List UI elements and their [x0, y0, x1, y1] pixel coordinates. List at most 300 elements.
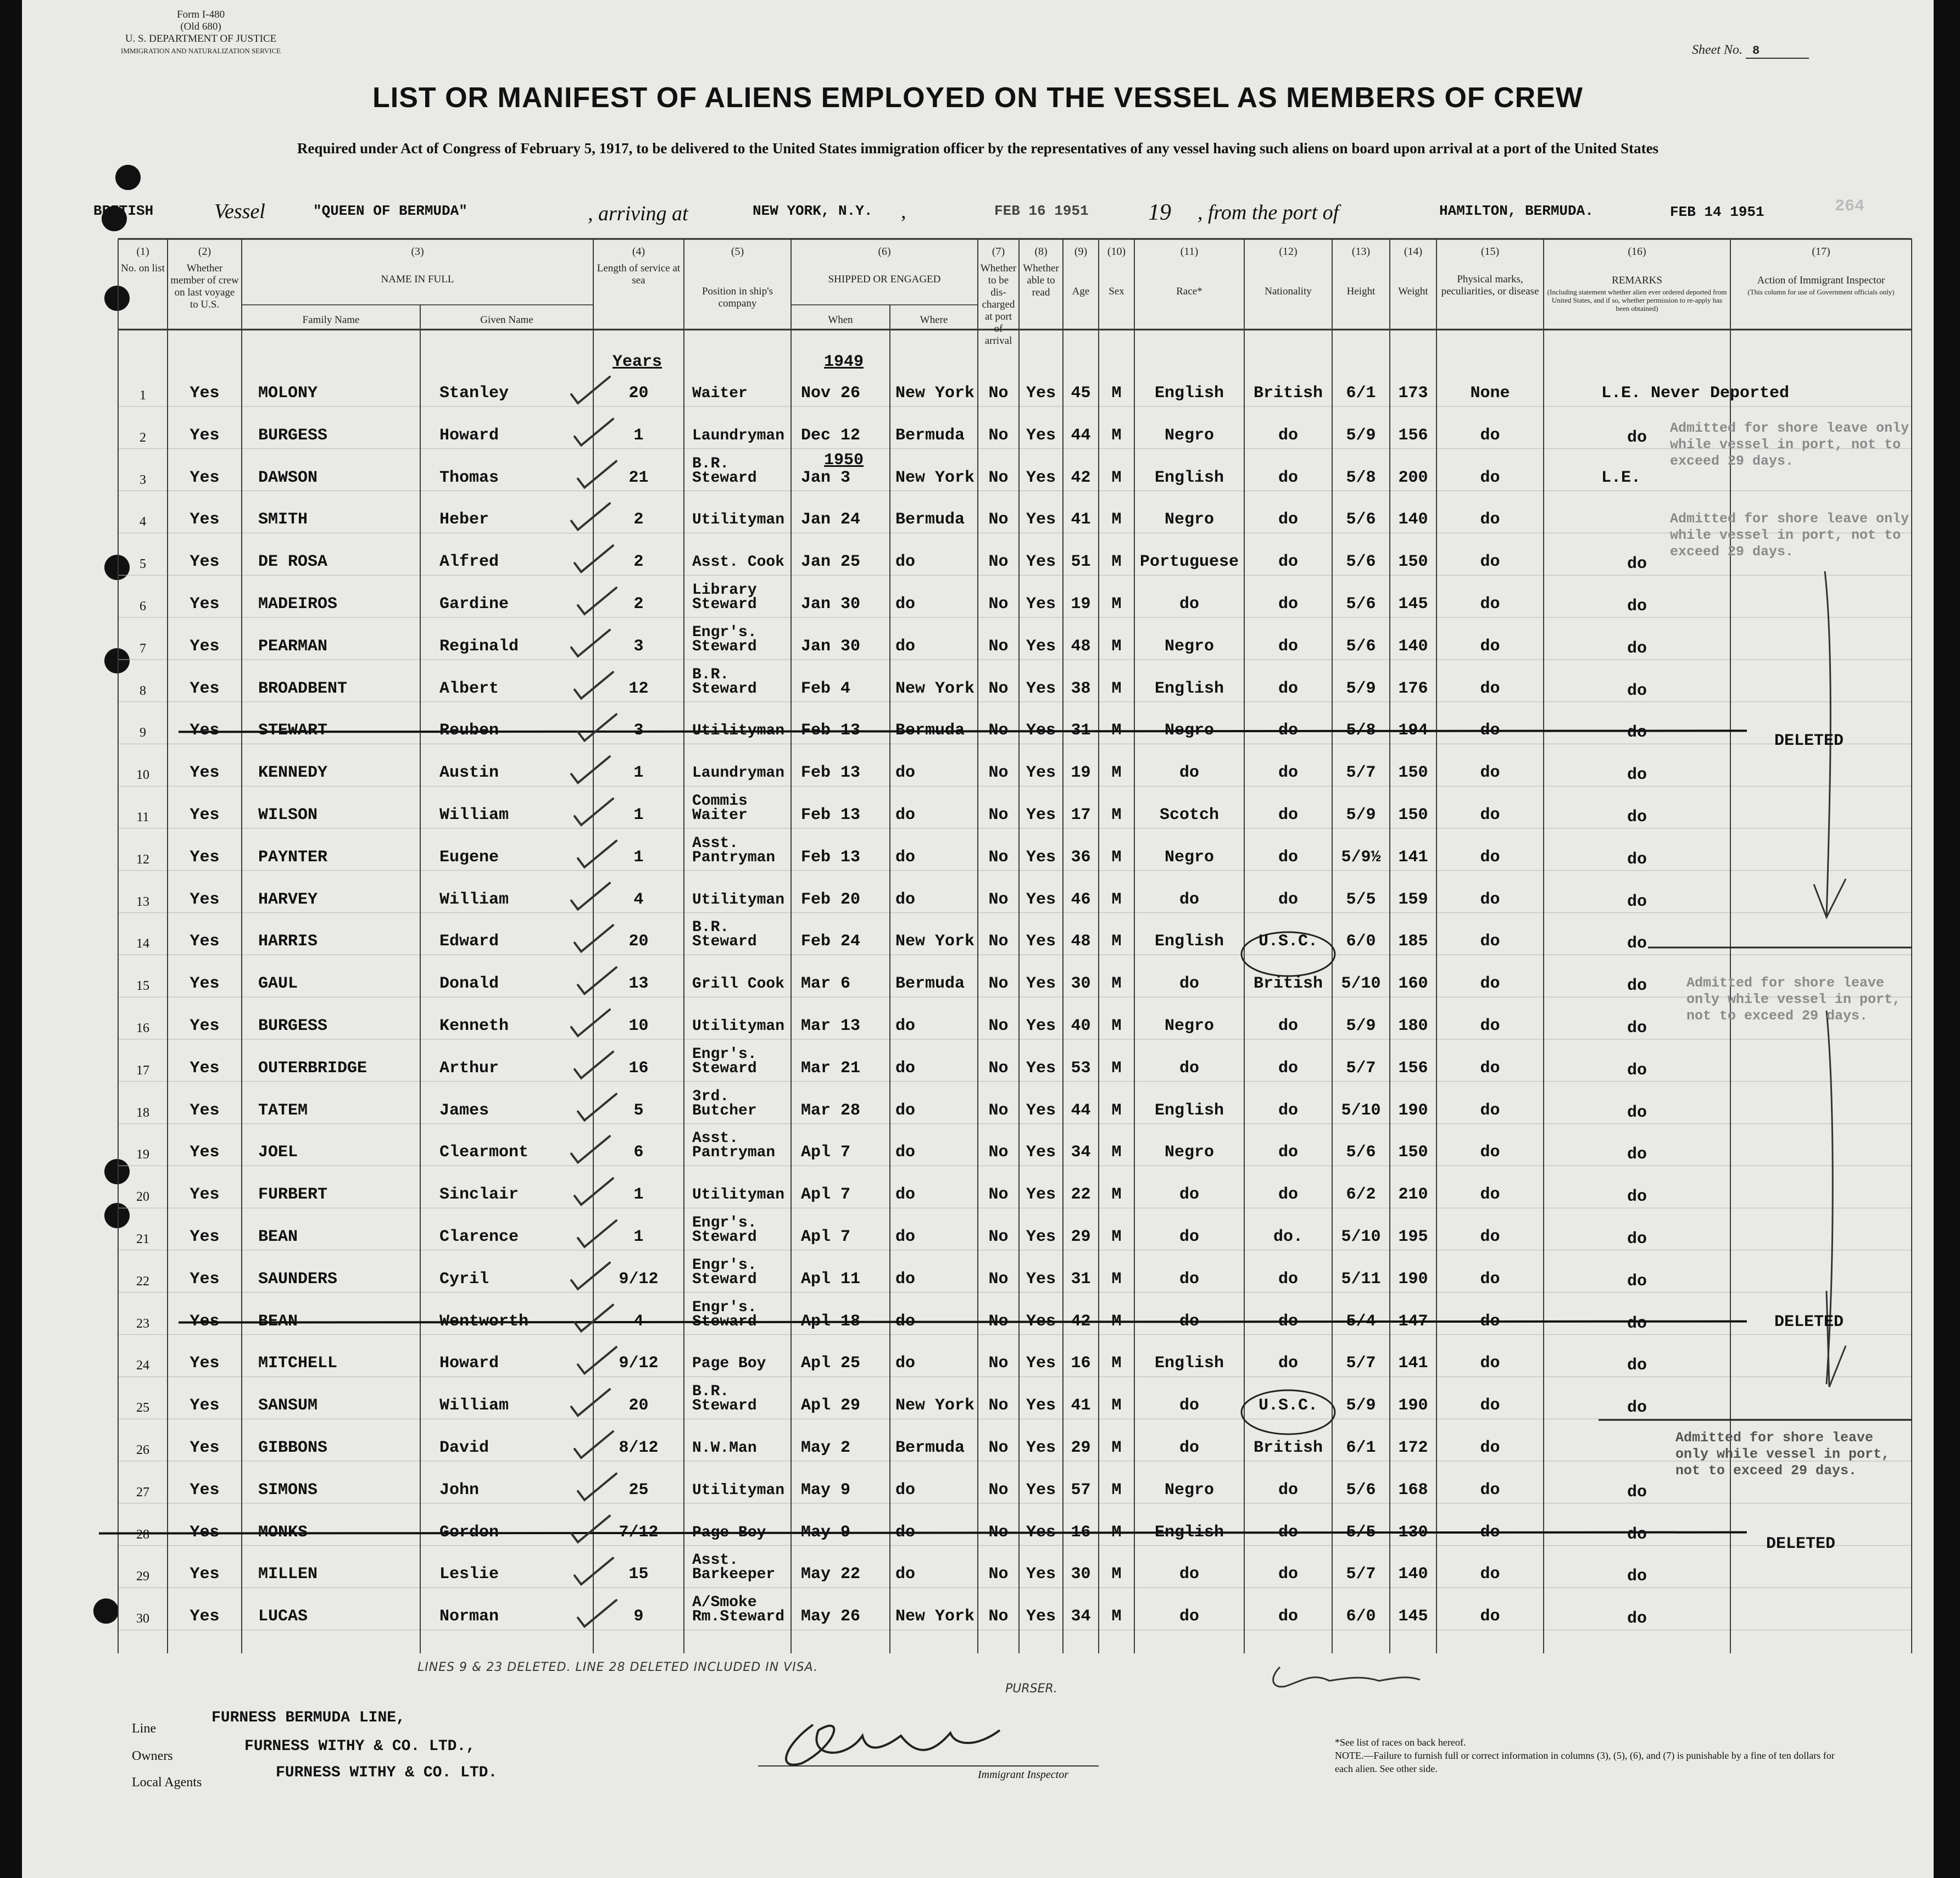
cell-service: 12	[628, 679, 649, 698]
cell-sex: M	[1111, 1439, 1122, 1457]
cell-marks: do	[1480, 1607, 1500, 1626]
purser-label: PURSER.	[1005, 1682, 1057, 1696]
form-old-number: (Old 680)	[180, 21, 221, 32]
column-number-c10: (10)	[1107, 246, 1126, 258]
cell-family: HARVEY	[258, 890, 318, 909]
cell-marks: do	[1480, 1439, 1500, 1457]
cell-when: Apl 7	[801, 1185, 851, 1205]
column-number-c15: (15)	[1480, 246, 1500, 258]
year-1950: 1950	[824, 450, 864, 470]
cell-position: Utilityman	[692, 511, 785, 529]
cell-age: 45	[1071, 384, 1091, 403]
vessel-label: Vessel	[214, 200, 265, 223]
cell-remarks: do	[1627, 1609, 1647, 1629]
cell-when: Dec 12	[801, 426, 861, 445]
cell-marks: do	[1480, 679, 1500, 698]
cell-remarks: do	[1627, 1398, 1647, 1418]
cell-sex: M	[1111, 510, 1122, 530]
cell-sex: M	[1111, 890, 1122, 909]
column-number-c11: (11)	[1180, 246, 1199, 258]
cell-service: 13	[628, 974, 649, 994]
cell-sex: M	[1111, 1312, 1122, 1331]
cell-service: 10	[628, 1017, 649, 1035]
cell-crew: Yes	[190, 1565, 220, 1584]
cell-nat: do	[1278, 637, 1298, 656]
cell-family: DAWSON	[258, 468, 318, 487]
cell-service: 9/12	[619, 1354, 659, 1373]
cell-disch: No	[988, 595, 1009, 614]
cell-crew: Yes	[190, 1354, 220, 1373]
cell-remarks: L.E. Never Deported	[1601, 384, 1790, 403]
row-number: 5	[140, 557, 146, 572]
cell-age: 38	[1071, 679, 1091, 698]
row-number: 26	[136, 1443, 149, 1457]
cell-when: Feb 13	[801, 806, 861, 824]
cell-family: BEAN	[258, 1312, 298, 1331]
cell-crew: Yes	[190, 637, 220, 656]
row-number: 24	[136, 1358, 149, 1373]
deleted-label-row23: DELETED	[1774, 1313, 1844, 1331]
cell-service: 20	[628, 1396, 649, 1416]
cell-race: English	[1154, 384, 1224, 403]
cell-read: Yes	[1026, 553, 1056, 572]
cell-where: New York	[895, 1396, 975, 1416]
cell-remarks: do	[1627, 597, 1647, 616]
column-number-c16: (16)	[1628, 246, 1646, 258]
cell-when: May 2	[801, 1439, 851, 1457]
cell-read: Yes	[1026, 1396, 1056, 1416]
cell-age: 48	[1071, 932, 1091, 951]
column-number-c1: (1)	[136, 246, 149, 258]
cell-family: TATEM	[258, 1101, 308, 1120]
cell-position: Steward	[692, 1229, 757, 1246]
cell-where: Bermuda	[895, 426, 965, 445]
cell-disch: No	[988, 1058, 1009, 1078]
cell-service: 9/12	[619, 1269, 659, 1289]
column-header-c8: Whether able to read	[1023, 263, 1059, 298]
cell-sex: M	[1111, 932, 1122, 951]
cell-sex: M	[1111, 1354, 1122, 1373]
cell-race: do	[1179, 1058, 1199, 1078]
cell-sex: M	[1111, 384, 1122, 403]
cell-race: do	[1179, 1396, 1199, 1416]
cell-age: 57	[1071, 1480, 1091, 1500]
cell-nat: U.S.C.	[1258, 932, 1318, 951]
cell-height: 5/6	[1346, 595, 1376, 614]
row-number: 10	[136, 768, 149, 783]
cell-weight: 156	[1398, 426, 1428, 445]
cell-race: English	[1154, 932, 1224, 951]
row-number: 29	[136, 1569, 149, 1584]
row-number: 13	[136, 894, 149, 909]
cell-given: Arthur	[439, 1058, 499, 1078]
row-number: 30	[136, 1612, 149, 1626]
cell-family: MOLONY	[258, 384, 318, 403]
cell-remarks: do	[1627, 555, 1647, 574]
cell-race: do	[1179, 1228, 1199, 1246]
cell-weight: 147	[1398, 1312, 1428, 1331]
cell-nat: U.S.C.	[1258, 1396, 1318, 1416]
cell-weight: 140	[1398, 637, 1428, 656]
cell-weight: 130	[1398, 1523, 1428, 1542]
cell-sex: M	[1111, 468, 1122, 487]
column-header-c4: Length of service at sea	[597, 263, 681, 286]
column-number-c9: (9)	[1074, 246, 1088, 258]
purser-signature	[1273, 1667, 1420, 1687]
cell-nat: do	[1278, 1480, 1298, 1500]
cell-sex: M	[1111, 848, 1122, 867]
cell-family: SAUNDERS	[258, 1269, 338, 1289]
cell-disch: No	[988, 468, 1009, 487]
cell-position-line1: Engr's.	[692, 1214, 757, 1231]
cell-service: 1	[633, 426, 644, 445]
cell-crew: Yes	[190, 764, 220, 783]
cell-marks: do	[1480, 595, 1500, 614]
cell-nat: do.	[1273, 1228, 1303, 1246]
cell-position: Steward	[692, 1060, 757, 1077]
cell-when: Feb 13	[801, 764, 861, 783]
cell-service: 5	[633, 1101, 644, 1120]
where-header: Where	[920, 314, 948, 326]
cell-family: MILLEN	[258, 1565, 318, 1584]
cell-when: May 9	[801, 1523, 851, 1542]
cell-weight: 190	[1398, 1101, 1428, 1120]
cell-sex: M	[1111, 1101, 1122, 1120]
cell-where: do	[895, 890, 916, 909]
cell-position-line1: B.R.	[692, 919, 730, 937]
cell-crew: Yes	[190, 1143, 220, 1162]
cell-when: Mar 21	[801, 1058, 861, 1078]
cell-position: Steward	[692, 469, 757, 487]
cell-disch: No	[988, 637, 1009, 656]
cell-height: 5/9	[1346, 426, 1376, 445]
cell-height: 5/9	[1346, 1017, 1376, 1035]
cell-disch: No	[988, 1439, 1009, 1457]
cell-service: 20	[628, 384, 649, 403]
when-header: When	[828, 314, 853, 326]
cell-race: do	[1179, 890, 1199, 909]
cell-given: John	[439, 1480, 480, 1500]
column-number-c12: (12)	[1279, 246, 1298, 258]
cell-position: Steward	[692, 933, 757, 951]
cell-given: Howard	[439, 426, 499, 445]
cell-position-line1: Asst.	[692, 834, 739, 852]
cell-marks: do	[1480, 932, 1500, 951]
cell-remarks: do	[1627, 850, 1647, 869]
cell-race: do	[1179, 1269, 1199, 1289]
form-number: Form I-480	[177, 9, 225, 20]
cell-race: English	[1154, 1101, 1224, 1120]
vessel-flag: BRITISH	[93, 203, 154, 219]
cell-age: 48	[1071, 637, 1091, 656]
cell-remarks: do	[1627, 1019, 1647, 1038]
cell-given: Gordon	[439, 1523, 499, 1542]
cell-race: English	[1154, 1523, 1224, 1542]
department: U. S. DEPARTMENT OF JUSTICE	[125, 33, 277, 44]
cell-weight: 190	[1398, 1396, 1428, 1416]
cell-given: Norman	[439, 1607, 499, 1626]
cell-weight: 185	[1398, 932, 1428, 951]
cell-service: 6	[633, 1143, 644, 1162]
cell-remarks: do	[1627, 977, 1647, 996]
cell-weight: 180	[1398, 1017, 1428, 1035]
cell-weight: 140	[1398, 1565, 1428, 1584]
row-number: 11	[136, 810, 149, 824]
cell-age: 51	[1071, 553, 1091, 572]
cell-disch: No	[988, 1565, 1009, 1584]
column-header-c14: Weight	[1398, 286, 1428, 297]
line-value: FURNESS BERMUDA LINE,	[211, 1709, 405, 1726]
cell-disch: No	[988, 1480, 1009, 1500]
row-number: 7	[140, 641, 146, 656]
cell-nat: do	[1278, 553, 1298, 572]
cell-height: 5/7	[1346, 1058, 1376, 1078]
cell-given: Albert	[439, 679, 499, 698]
column-header-c13: Height	[1346, 286, 1376, 297]
cell-sex: M	[1111, 1607, 1122, 1626]
cell-when: Apl 25	[801, 1354, 861, 1373]
cell-given: Heber	[439, 510, 489, 530]
cell-read: Yes	[1026, 1439, 1056, 1457]
cell-height: 5/7	[1346, 764, 1376, 783]
cell-position: Pantryman	[692, 1144, 776, 1162]
row-number: 20	[136, 1190, 149, 1205]
given-name-header: Given Name	[480, 314, 533, 326]
cell-crew: Yes	[190, 468, 220, 487]
cell-age: 40	[1071, 1017, 1091, 1035]
cell-age: 19	[1071, 595, 1091, 614]
cell-crew: Yes	[190, 595, 220, 614]
cell-remarks: do	[1627, 892, 1647, 911]
cell-service: 7/12	[619, 1523, 659, 1542]
cell-given: Stanley	[439, 384, 509, 403]
cell-age: 41	[1071, 510, 1091, 530]
cell-position: Utilityman	[692, 1186, 785, 1204]
cell-age: 42	[1071, 1312, 1091, 1331]
arriving-label: , arriving at	[588, 202, 688, 225]
cell-marks: do	[1480, 974, 1500, 994]
cell-weight: 159	[1398, 890, 1428, 909]
cell-nat: do	[1278, 595, 1298, 614]
cell-where: Bermuda	[895, 721, 965, 740]
cell-weight: 172	[1398, 1439, 1428, 1457]
cell-marks: do	[1480, 1523, 1500, 1542]
cell-marks: do	[1480, 1143, 1500, 1162]
arrival-date-stamp: FEB 16 1951	[994, 203, 1089, 219]
cell-height: 6/1	[1346, 384, 1376, 403]
column-number-c17: (17)	[1812, 246, 1830, 258]
cell-when: Feb 20	[801, 890, 861, 909]
footnotes	[1335, 1736, 1840, 1775]
cell-given: Edward	[439, 932, 499, 951]
cell-nat: do	[1278, 1058, 1298, 1078]
column-header-c15: Physical marks, peculiarities, or disease	[1441, 274, 1539, 297]
cell-read: Yes	[1026, 384, 1056, 403]
agents-label: Local Agents	[132, 1775, 202, 1790]
cell-disch: No	[988, 932, 1009, 951]
cell-service: 4	[633, 1312, 644, 1331]
column-subheader-c16: (Including statement whether alien ever ordered deported from United States, and if so, whether permission to re-apply has been obtained)	[1547, 288, 1727, 313]
cell-remarks: do	[1627, 1525, 1647, 1544]
cell-given: James	[439, 1101, 489, 1120]
cell-family: SMITH	[258, 510, 308, 530]
cell-when: Jan 24	[801, 510, 861, 530]
cell-position-line1: Engr's.	[692, 1256, 757, 1274]
cell-marks: do	[1480, 1228, 1500, 1246]
cell-sex: M	[1111, 1143, 1122, 1162]
cell-height: 5/6	[1346, 1480, 1376, 1500]
cell-position: Pantryman	[692, 849, 776, 866]
cell-weight: 145	[1398, 595, 1428, 614]
cell-family: OUTERBRIDGE	[258, 1058, 368, 1078]
cell-age: 44	[1071, 1101, 1091, 1120]
cell-disch: No	[988, 510, 1009, 530]
cell-when: Jan 30	[801, 637, 861, 656]
cell-position-line1: Asst.	[692, 1552, 739, 1569]
cell-remarks: do	[1627, 1145, 1647, 1164]
row-number: 4	[140, 515, 146, 530]
cell-age: 42	[1071, 468, 1091, 487]
shore-leave-stamp-2: Admitted for shore leave only while vessel in port, not to exceed 29 days.	[1670, 511, 1909, 560]
cell-height: 5/9	[1346, 806, 1376, 824]
cell-position-line1: B.R.	[692, 1383, 730, 1401]
cell-remarks: do	[1627, 639, 1647, 658]
shore-leave-stamp-4: Admitted for shore leave only while vessel in port, not to exceed 29 days.	[1675, 1430, 1890, 1479]
cell-position-line1: Commis	[692, 793, 748, 810]
cell-where: Bermuda	[895, 510, 965, 530]
cell-position: Waiter	[692, 807, 748, 824]
cell-given: William	[439, 890, 509, 909]
column-number-c6: (6)	[878, 246, 891, 258]
cell-position: Laundryman	[692, 427, 785, 444]
penalty-note: NOTE.—Failure to furnish full or correct information in columns (3), (5), (6), and (7) is punishable by a fine of ten dollars for each alien. See other side.	[1335, 1750, 1835, 1774]
cell-height: 5/9	[1346, 1396, 1376, 1416]
cell-when: Jan 3	[801, 468, 851, 487]
cell-where: do	[895, 1228, 916, 1246]
cell-service: 20	[628, 932, 649, 951]
cell-service: 9	[633, 1607, 644, 1626]
page-subtitle: Required under Act of Congress of February 5, 1917, to be delivered to the United States immigration officer by the representatives of any vessel having such aliens on board upon arrival at a port of the United States	[297, 140, 1659, 157]
cell-given: Reuben	[439, 721, 499, 740]
cell-race: Negro	[1164, 1143, 1214, 1162]
year-1949: 1949	[824, 353, 864, 371]
cell-disch: No	[988, 1523, 1009, 1542]
cell-read: Yes	[1026, 1354, 1056, 1373]
cell-nat: do	[1278, 510, 1298, 530]
cell-where: do	[895, 1101, 916, 1120]
column-header-c11: Race*	[1176, 286, 1202, 297]
cell-when: Apl 29	[801, 1396, 861, 1416]
cell-age: 29	[1071, 1228, 1091, 1246]
cell-given: Clarence	[439, 1228, 519, 1246]
cell-sex: M	[1111, 721, 1122, 740]
cell-nat: do	[1278, 1523, 1298, 1542]
cell-height: 5/5	[1346, 1523, 1376, 1542]
cell-age: 34	[1071, 1607, 1091, 1626]
cell-service: 21	[628, 468, 649, 487]
cell-disch: No	[988, 764, 1009, 783]
cell-race: do	[1179, 1607, 1199, 1626]
cell-crew: Yes	[190, 806, 220, 824]
cell-sex: M	[1111, 595, 1122, 614]
cell-service: 1	[633, 764, 644, 783]
cell-read: Yes	[1026, 764, 1056, 783]
cell-sex: M	[1111, 1017, 1122, 1035]
cell-sex: M	[1111, 553, 1122, 572]
cell-sex: M	[1111, 637, 1122, 656]
cell-position: Steward	[692, 596, 757, 613]
cell-position-line1: A/Smoke	[692, 1594, 757, 1612]
deleted-label-row9: DELETED	[1774, 732, 1844, 750]
cell-disch: No	[988, 1354, 1009, 1373]
from-port: HAMILTON, BERMUDA.	[1439, 203, 1594, 219]
cell-where: do	[895, 1565, 916, 1584]
row-number: 22	[136, 1274, 149, 1289]
cell-weight: 173	[1398, 384, 1428, 403]
cell-read: Yes	[1026, 1101, 1056, 1120]
cell-when: Feb 4	[801, 679, 851, 698]
cell-nat: do	[1278, 1101, 1298, 1120]
cell-position: Steward	[692, 1313, 757, 1330]
cell-when: Apl 18	[801, 1312, 861, 1331]
deleted-label-row28: DELETED	[1766, 1535, 1836, 1553]
cell-read: Yes	[1026, 510, 1056, 530]
column-number-c14: (14)	[1404, 246, 1423, 258]
cell-weight: 210	[1398, 1185, 1428, 1205]
cell-read: Yes	[1026, 1607, 1056, 1626]
cell-read: Yes	[1026, 974, 1056, 994]
cell-where: New York	[895, 1607, 975, 1626]
agents-value: FURNESS WITHY & CO. LTD.	[276, 1764, 498, 1781]
cell-sex: M	[1111, 1396, 1122, 1416]
cell-where: do	[895, 1017, 916, 1035]
cell-family: PEARMAN	[258, 637, 328, 656]
cell-given: Alfred	[439, 553, 499, 572]
cell-crew: Yes	[190, 1058, 220, 1078]
departure-date: FEB 14 1951	[1670, 204, 1764, 220]
cell-family: WILSON	[258, 806, 318, 824]
cell-height: 5/11	[1341, 1269, 1381, 1289]
cell-marks: do	[1480, 1354, 1500, 1373]
cell-position-line1: B.R.	[692, 455, 730, 472]
deletion-note: LINES 9 & 23 DELETED. LINE 28 DELETED INCLUDED IN VISA.	[417, 1660, 818, 1674]
cell-read: Yes	[1026, 595, 1056, 614]
cell-height: 6/0	[1346, 932, 1376, 951]
cell-race: Negro	[1164, 637, 1214, 656]
row-number: 2	[140, 430, 146, 445]
cell-family: GAUL	[258, 974, 298, 994]
cell-sex: M	[1111, 1058, 1122, 1078]
cell-family: FURBERT	[258, 1185, 328, 1205]
cell-disch: No	[988, 1228, 1009, 1246]
cell-family: PAYNTER	[258, 848, 328, 867]
cell-weight: 160	[1398, 974, 1428, 994]
cell-family: BROADBENT	[258, 679, 348, 698]
cell-height: 5/5	[1346, 890, 1376, 909]
cell-disch: No	[988, 890, 1009, 909]
from-label: , from the port of	[1198, 201, 1339, 224]
cell-sex: M	[1111, 1185, 1122, 1205]
cell-position-line1: Engr's.	[692, 1045, 757, 1063]
cell-position: Utilityman	[692, 1481, 785, 1499]
cell-crew: Yes	[190, 1439, 220, 1457]
cell-read: Yes	[1026, 848, 1056, 867]
cell-weight: 150	[1398, 1143, 1428, 1162]
cell-sex: M	[1111, 1228, 1122, 1246]
cell-family: MADEIROS	[258, 595, 338, 614]
sheet-value: 8	[1746, 44, 1809, 59]
column-number-c4: (4)	[632, 246, 645, 258]
